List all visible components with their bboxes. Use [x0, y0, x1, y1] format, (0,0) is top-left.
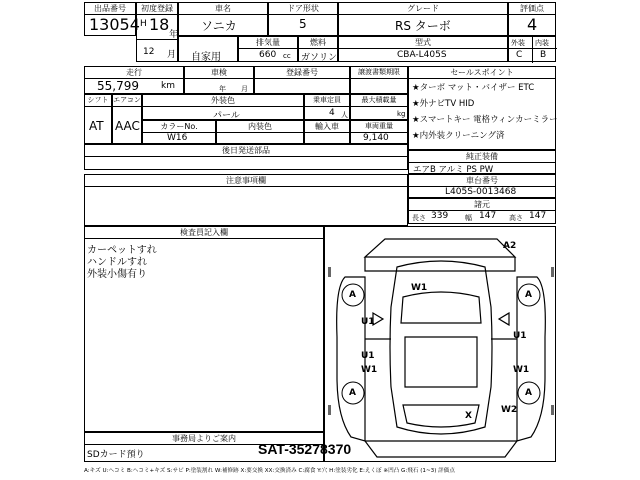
damage-diagram [324, 226, 556, 462]
displacement-label: 排気量 [239, 37, 297, 49]
inspector-note: 外装小傷有り [87, 269, 147, 280]
shift-label: シフト [85, 95, 111, 107]
wheel-label-rear-left: A [349, 388, 356, 398]
car-name-label: 車名 [179, 3, 267, 15]
shift: AT [89, 119, 104, 133]
ac-box [112, 94, 142, 144]
mileage-label: 走行 [85, 67, 183, 79]
lot-number: 13054 [89, 15, 140, 34]
year-unit: 年 [219, 85, 226, 93]
damage-mark-w1-front: W1 [411, 283, 428, 293]
damage-mark-u1-rear-left: U1 [361, 351, 375, 361]
mileage: 55,799 [97, 79, 139, 93]
year-suffix: 年 [169, 30, 179, 40]
month-unit: 月 [241, 85, 248, 93]
era: H [140, 19, 147, 29]
damage-mark-w1-rear-left: W1 [361, 365, 378, 375]
ext-grade: C [516, 50, 523, 60]
width: 147 [479, 211, 497, 221]
notes-box [84, 174, 408, 226]
chassis-label: 車台番号 [409, 175, 555, 187]
divider [137, 39, 179, 40]
first-reg-label: 初度登録 [137, 3, 177, 15]
dims-box [408, 198, 556, 224]
mileage-box [84, 66, 184, 94]
sales-point: ★外ナビTV HID [412, 99, 475, 109]
damage-mark-w1-rear-right: W1 [513, 365, 530, 375]
fuel-label: 燃料 [299, 37, 337, 49]
height: 147 [529, 211, 547, 221]
docs-box [350, 66, 408, 94]
ac-label: エアコン [113, 95, 141, 107]
kg-unit: kg [397, 110, 406, 118]
dims-label: 諸元 [409, 199, 555, 211]
color: パール [213, 111, 240, 121]
inspector-note: カーペットすれ [87, 245, 157, 256]
reg-month: 12 [143, 47, 155, 57]
damage-mark-x: X [465, 411, 472, 421]
later-parts-box [84, 144, 408, 170]
score-box [508, 2, 556, 36]
int-color-label: 内装色 [217, 121, 303, 133]
length: 339 [431, 211, 449, 221]
inspect-label: 検査員記入欄 [85, 227, 323, 239]
load-box [350, 94, 408, 120]
capacity-label: 乗車定員 [305, 95, 349, 107]
car-outline [325, 227, 557, 463]
footer-legend: A:キズ U:ヘコミ B:ヘコミ+キズ S:サビ P:塗装割れ W:補修跡 X:要交換 XX:交換済み C:腐食 Y:穴 H:塗装劣化 E:えくぼ ※凹凸 G:飛石 (1~3) 評価点 [84, 468, 455, 474]
notes-label: 注意事項欄 [85, 175, 407, 187]
car-name-box [178, 2, 268, 36]
int-color-box [216, 120, 304, 144]
later-parts-label: 後日発送部品 [85, 145, 407, 157]
length-label: 長さ [412, 214, 426, 222]
usage-box [178, 36, 238, 62]
fuel-box [298, 36, 338, 62]
int-grade: B [540, 50, 547, 60]
usage: 自家用 [191, 52, 221, 63]
sales-label: セールスポイント [409, 67, 555, 79]
km-unit: km [161, 81, 175, 91]
fuel: ガソリン [301, 53, 338, 63]
doors: 5 [299, 17, 307, 31]
month-suffix: 月 [167, 50, 177, 60]
model-box [338, 36, 508, 62]
persons-unit: 人 [341, 111, 348, 119]
door-box [268, 2, 338, 36]
load-label: 最大積載量 [351, 95, 407, 107]
damage-mark-u1-right: U1 [513, 331, 527, 341]
capacity: 4 [329, 108, 335, 118]
score-label: 評価点 [509, 3, 555, 15]
color-no: W16 [167, 133, 188, 143]
ac: AAC [115, 119, 140, 133]
color-label: 外装色 [143, 95, 303, 107]
chassis: L405S-0013468 [445, 187, 517, 197]
inspect-box [84, 226, 324, 432]
sales-point: ★ターボ マット・バイザー ETC [412, 83, 535, 93]
docs-label: 譲渡書類期限 [351, 67, 407, 79]
import-label: 輸入車 [305, 121, 349, 133]
damage-mark-u1-left: U1 [361, 317, 375, 327]
ext-label: 外装 [511, 39, 525, 47]
model: CBA-L405S [397, 50, 447, 60]
grade: RS ターボ [395, 19, 451, 33]
color-no-label: カラーNo. [143, 121, 215, 133]
car-name: ソニカ [201, 19, 237, 33]
wheel-label-front-right: A [525, 290, 532, 300]
damage-mark-w2: W2 [501, 405, 518, 415]
chassis-box [408, 174, 556, 198]
sales-point: ★内外装クリーニング済 [412, 131, 505, 141]
lot-number-box [84, 2, 140, 36]
sales-box [408, 66, 556, 150]
displacement: 660 [259, 50, 277, 60]
office-note: SDカード預り [87, 450, 145, 460]
int-label: 内装 [535, 39, 549, 47]
height-label: 高さ [509, 214, 523, 222]
capacity-box [304, 94, 350, 120]
displacement-box [238, 36, 298, 62]
equip-label: 純正装備 [409, 151, 555, 163]
divider [532, 37, 533, 63]
office-label: 事務局よりご案内 [85, 433, 323, 445]
cc-unit: cc [283, 52, 291, 60]
regno-label: 登録番号 [255, 67, 349, 79]
reg-year: 18 [149, 15, 170, 34]
grade-box [338, 2, 508, 36]
watermark: SAT-35278370 [258, 441, 352, 457]
lot-number-label: 出品番号 [85, 3, 135, 15]
color-no-box [142, 120, 216, 144]
inspector-note: ハンドルすれ [87, 257, 147, 268]
shift-box [84, 94, 112, 144]
damage-mark-a2: A2 [503, 241, 517, 251]
door-label: ドア形状 [269, 3, 337, 15]
equip-box [408, 150, 556, 174]
model-label: 型式 [339, 37, 507, 49]
color-box [142, 94, 304, 120]
score: 4 [527, 15, 538, 34]
weight-box [350, 120, 408, 144]
first-reg-box [136, 2, 178, 62]
ext-int-box [508, 36, 556, 62]
equip: エアB アルミ PS PW [413, 165, 494, 175]
weight-label: 車両重量 [351, 121, 407, 133]
regno-box [254, 66, 350, 94]
sales-point: ★スマートキー 電格ウィンカーミラー [412, 115, 558, 125]
shaken-label: 車検 [185, 67, 253, 79]
wheel-label-rear-right: A [525, 388, 532, 398]
grade-label: グレード [339, 3, 507, 15]
divider [509, 48, 557, 49]
width-label: 幅 [465, 214, 472, 222]
wheel-label-front-left: A [349, 290, 356, 300]
weight: 9,140 [363, 133, 389, 143]
shaken-box [184, 66, 254, 94]
import-box [304, 120, 350, 144]
